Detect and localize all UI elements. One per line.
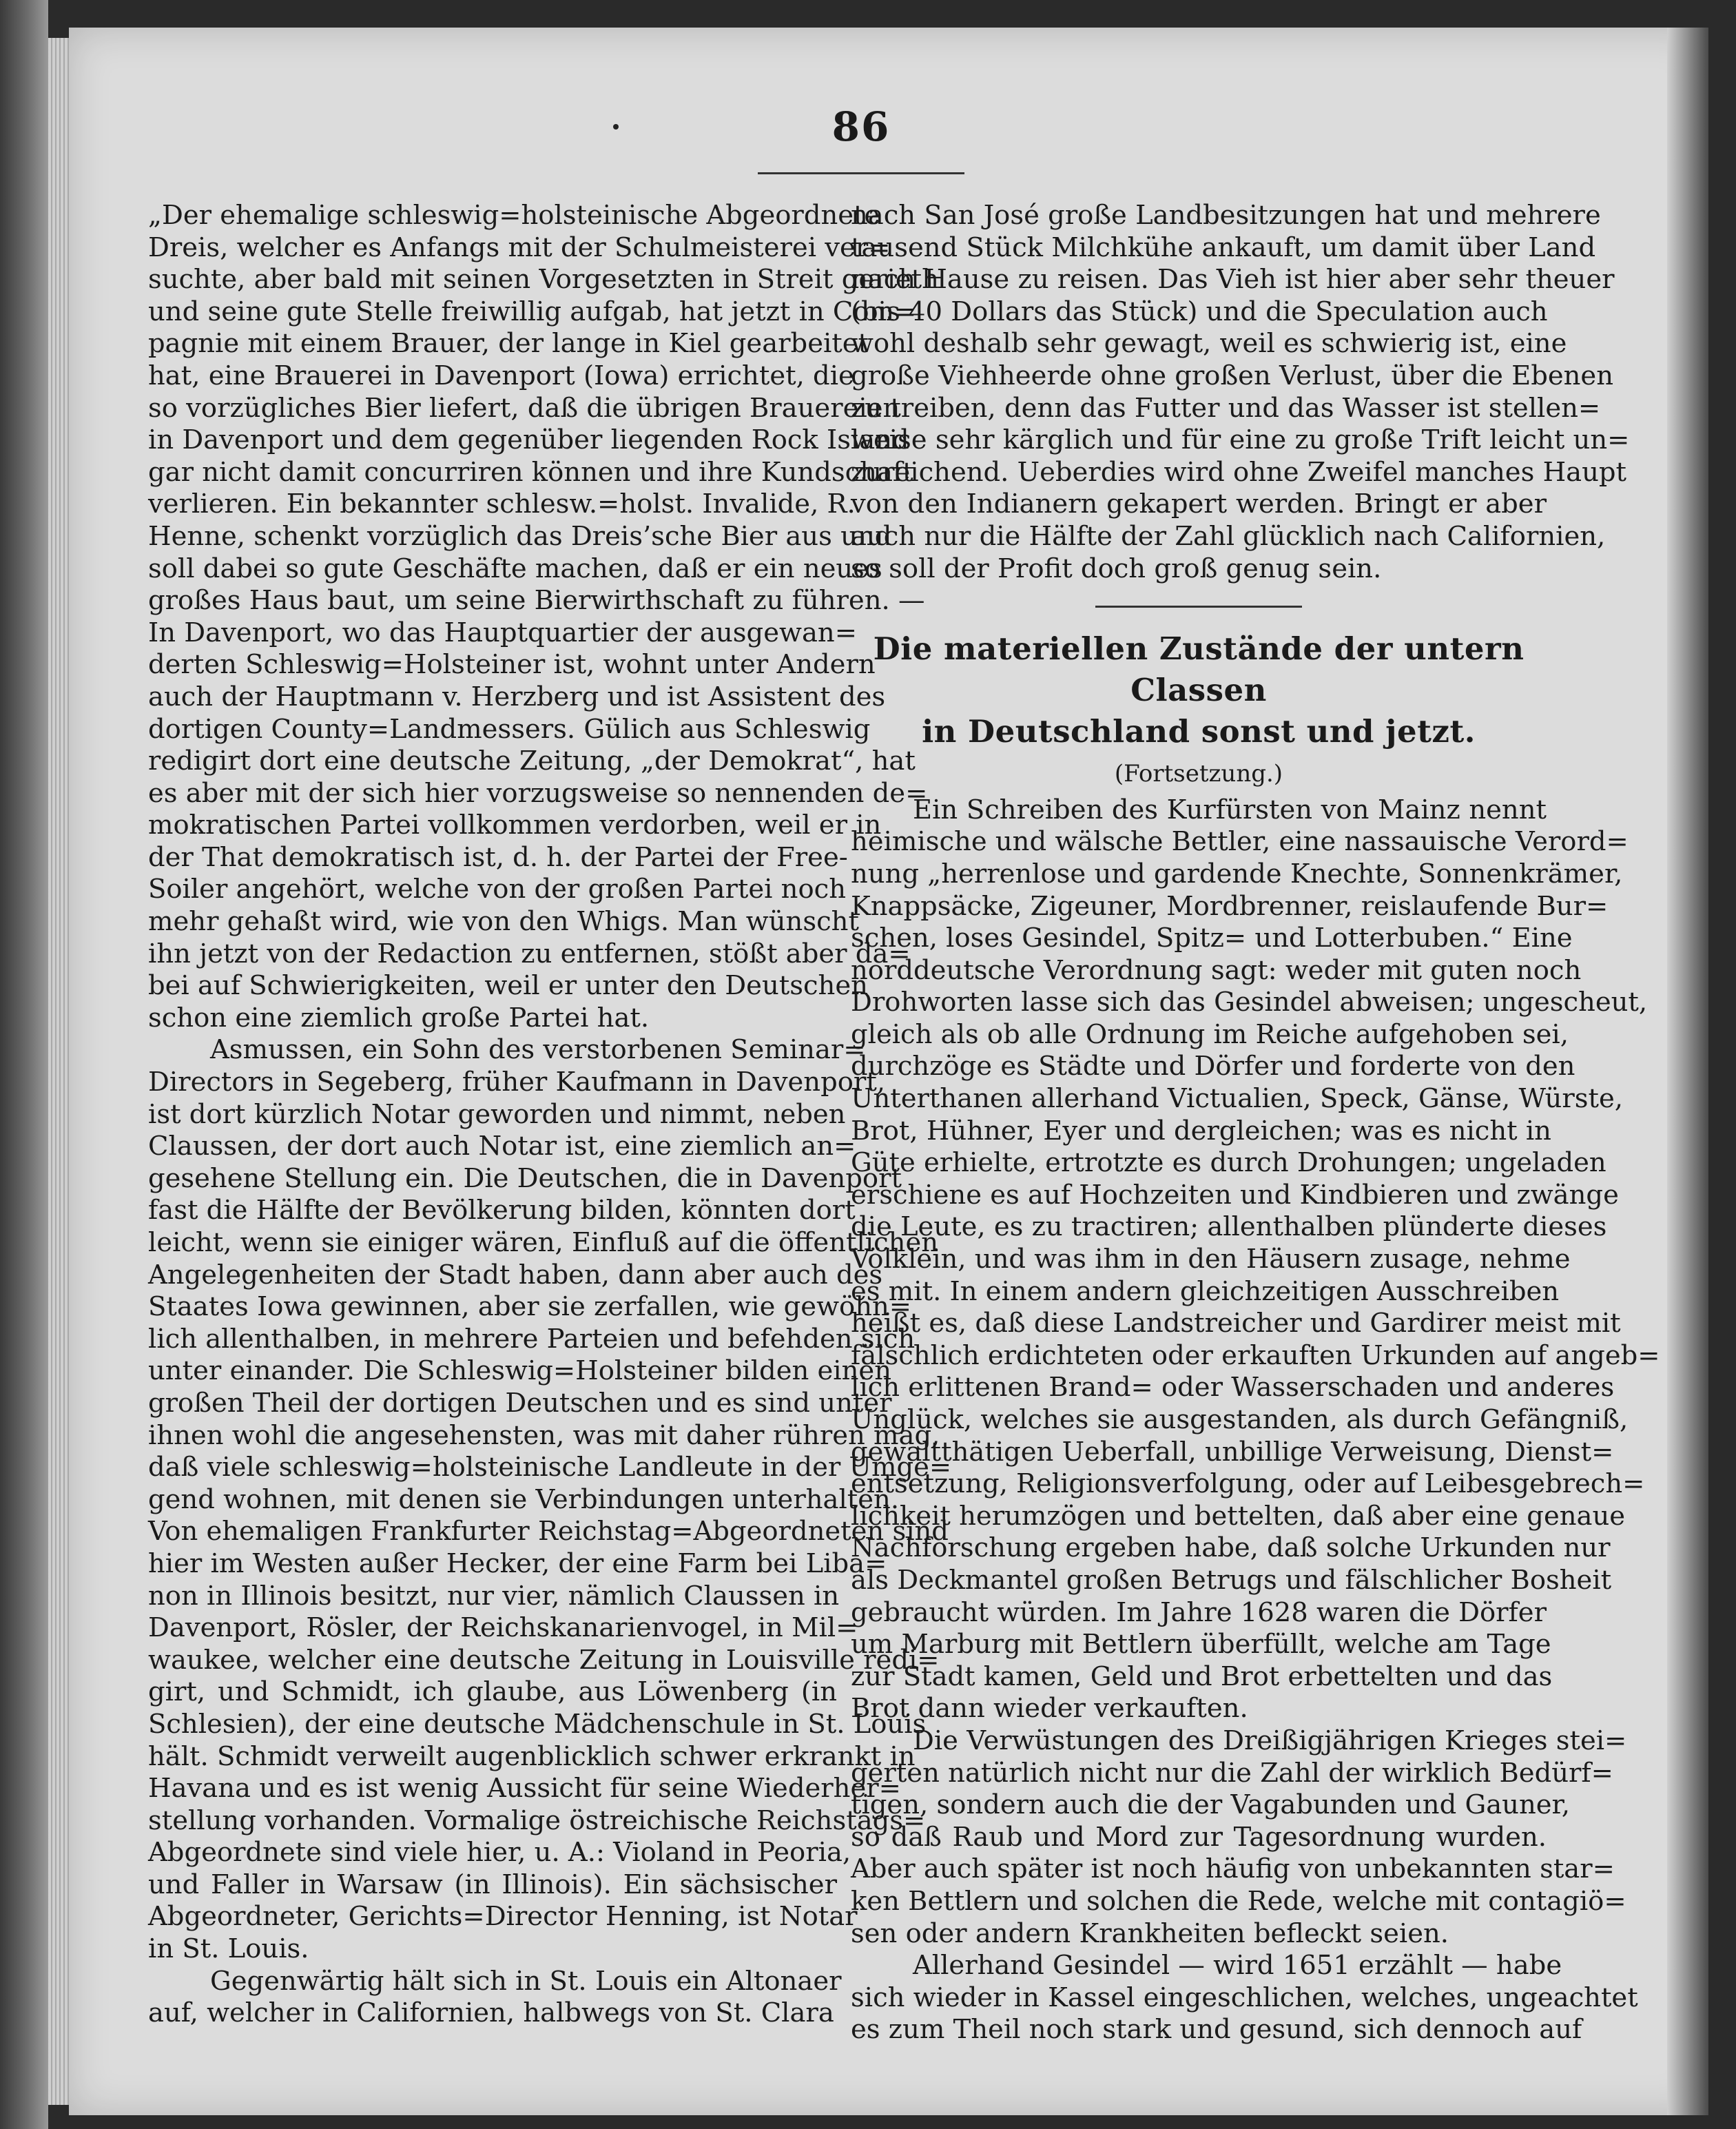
text-line: Staates Iowa gewinnen, aber sie zerfallen, wie gewöhn=: [148, 1291, 912, 1323]
text-line: große Viehheerde ohne großen Verlust, über die Ebenen: [851, 360, 1614, 391]
text-line: Brot, Hühner, Eyer und dergleichen; was es nicht in: [851, 1115, 1551, 1146]
text-line: Die Verwüstungen des Dreißigjährigen Krieges stei=: [913, 1725, 1627, 1756]
text-line: gar nicht damit concurriren können und ihre Kundschaft: [148, 456, 913, 488]
text-line: nung „herrenlose und gardende Knechte, Sonnenkrämer,: [851, 858, 1623, 889]
text-line: Unglück, welches sie ausgestanden, als durch Gefängniß,: [851, 1404, 1629, 1435]
text-line: gend wohnen, mit denen sie Verbindungen unterhalten.: [148, 1483, 900, 1515]
text-line: heimische und wälsche Bettler, eine nassauische Verord=: [851, 826, 1629, 858]
text-line: Drohworten lasse sich das Gesindel abweisen; ungescheut,: [851, 987, 1648, 1018]
text-line: um Marburg mit Bettlern überfüllt, welche am Tage: [851, 1629, 1551, 1660]
text-line: fast die Hälfte der Bevölkerung bilden, könnten dort: [148, 1195, 856, 1226]
text-line: weise sehr kärglich und für eine zu große Trift leicht un=: [851, 424, 1630, 456]
section-divider: [1095, 606, 1302, 608]
text-line: hat, eine Brauerei in Davenport (Iowa) errichtet, die: [148, 360, 854, 391]
text-line: entsetzung, Religionsverfolgung, oder auf Leibesgebrech=: [851, 1468, 1645, 1500]
text-line: schon eine ziemlich große Partei hat.: [148, 1002, 650, 1033]
right-column: [851, 200, 1660, 2046]
text-line: sich wieder in Kassel eingeschlichen, welches, ungeachtet: [851, 1982, 1638, 2013]
text-line: leicht, wenn sie einiger wären, Einfluß auf die öffentlichen: [148, 1227, 939, 1258]
text-line: hier im Westen außer Hecker, der eine Farm bei Liba=: [148, 1547, 887, 1579]
article-title-line-1: Die materiellen Zustände der untern Classen: [873, 630, 1525, 709]
text-line: es aber mit der sich hier vorzugsweise so nennenden de=: [148, 777, 928, 809]
text-line: die Leute, es zu tractiren; allenthalben plünderte dieses: [851, 1211, 1607, 1243]
text-line: Knappsäcke, Zigeuner, Mordbrenner, reislaufende Bur=: [851, 890, 1609, 922]
text-line: auch nur die Hälfte der Zahl glücklich nach Californien,: [851, 520, 1606, 552]
text-line: Abgeordneter, Gerichts=Director Henning, ist Notar: [148, 1901, 858, 1933]
text-line: girt, und Schmidt, ich glaube, aus Löwenberg (in: [148, 1676, 837, 1708]
text-line: nach Hause zu reisen. Das Vieh ist hier aber sehr theuer: [851, 264, 1615, 296]
text-line: suchte, aber bald mit seinen Vorgesetzten in Streit gerieth: [148, 264, 939, 296]
text-line: erschiene es auf Hochzeiten und Kindbieren und zwänge: [851, 1179, 1619, 1211]
text-line: großes Haus baut, um seine Bierwirthschaft zu führen. —: [148, 585, 925, 617]
text-line: ist dort kürzlich Notar geworden und nimmt, neben: [148, 1098, 846, 1130]
article-title: [851, 628, 1547, 752]
text-line: in St. Louis.: [148, 1933, 309, 1965]
scan-background-left: [0, 0, 48, 2129]
paragraph: [851, 1950, 1638, 2046]
text-line: und seine gute Stelle freiwillig aufgab, hat jetzt in Com=: [148, 296, 917, 327]
text-line: norddeutsche Verordnung sagt: weder mit guten noch: [851, 954, 1582, 986]
text-line: zur Stadt kamen, Geld und Brot erbettelten und das: [851, 1660, 1553, 1692]
text-line: von den Indianern gekapert werden. Bringt er aber: [851, 488, 1547, 520]
paragraph: [851, 200, 1630, 585]
text-line: pagnie mit einem Brauer, der lange in Kiel gearbeitet: [148, 328, 869, 360]
text-line: auch der Hauptmann v. Herzberg und ist Assistent des: [148, 681, 886, 712]
text-line: schen, loses Gesindel, Spitz= und Lotterbuben.“ Eine: [851, 923, 1573, 954]
text-line: auf, welcher in Californien, halbwegs von St. Clara: [148, 1997, 834, 2029]
text-line: ihn jetzt von der Redaction zu entfernen, stößt aber da=: [148, 938, 911, 969]
text-line: Havana und es ist wenig Aussicht für seine Wiederher=: [148, 1773, 901, 1804]
text-line: lichkeit herumzögen und bettelten, daß aber eine genaue: [851, 1500, 1626, 1532]
book-spine-shadow: [1667, 28, 1708, 2115]
text-line: Unterthanen allerhand Victualien, Speck, Gänse, Würste,: [851, 1083, 1623, 1115]
text-line: fälschlich erdichteten oder erkauften Urkunden auf angeb=: [851, 1339, 1660, 1371]
text-line: tausend Stück Milchkühe ankauft, um damit über Land: [851, 232, 1596, 263]
text-line: stellung vorhanden. Vormalige östreichische Reichstags=: [148, 1804, 926, 1836]
text-line: hält. Schmidt verweilt augenblicklich schwer erkrankt in: [148, 1740, 916, 1772]
text-line: Gegenwärtig hält sich in St. Louis ein Altonaer: [210, 1965, 842, 1997]
text-line: es zum Theil noch stark und gesund, sich dennoch auf: [851, 2014, 1582, 2046]
text-line: mokratischen Partei vollkommen verdorben, weil er in: [148, 810, 882, 841]
text-line: Ein Schreiben des Kurfürsten von Mainz nennt: [913, 794, 1547, 825]
header-rule: [758, 172, 964, 174]
text-line: der That demokratisch ist, d. h. der Partei der Free-: [148, 841, 848, 873]
text-line: verlieren. Ein bekannter schlesw.=holst. Invalide, R.: [148, 488, 856, 520]
text-line: daß viele schleswig=holsteinische Landleute in der Umge=: [148, 1452, 952, 1483]
text-line: Davenport, Rösler, der Reichskanarienvogel, in Mil=: [148, 1612, 858, 1644]
text-line: wohl deshalb sehr gewagt, weil es schwierig ist, eine: [851, 328, 1567, 360]
text-line: „Der ehemalige schleswig=holsteinische Abgeordnete: [148, 200, 880, 231]
text-line: nach San José große Landbesitzungen hat und mehrere: [851, 200, 1601, 231]
text-line: lich erlittenen Brand= oder Wasserschaden und anderes: [851, 1372, 1615, 1403]
text-line: als Deckmantel großen Betrugs und fälschlicher Bosheit: [851, 1564, 1612, 1596]
text-line: heißt es, daß diese Landstreicher und Gardirer meist mit: [851, 1308, 1621, 1339]
text-line: soll dabei so gute Geschäfte machen, daß er ein neues: [148, 553, 882, 584]
text-line: gebraucht würden. Im Jahre 1628 waren die Dörfer: [851, 1596, 1547, 1628]
article-body: [851, 794, 1660, 2046]
text-line: Soiler angehört, welche von der großen Partei noch: [148, 874, 847, 905]
text-line: in Davenport und dem gegenüber liegenden Rock Island: [148, 424, 909, 456]
text-line: zureichend. Ueberdies wird ohne Zweifel manches Haupt: [851, 456, 1627, 488]
page-number: 86: [831, 103, 891, 150]
paragraph: [148, 1034, 952, 1965]
text-line: gerten natürlich nicht nur die Zahl der wirklich Bedürf=: [851, 1757, 1613, 1789]
text-line: unter einander. Die Schleswig=Holsteiner bilden einen: [148, 1355, 891, 1387]
text-line: non in Illinois besitzt, nur vier, nämlich Claussen in: [148, 1580, 840, 1612]
text-line: gleich als ob alle Ordnung im Reiche aufgehoben sei,: [851, 1018, 1569, 1050]
text-line: Asmussen, ein Sohn des verstorbenen Seminar=: [210, 1034, 866, 1066]
text-line: Von ehemaligen Frankfurter Reichstag=Abgeordneten sind: [148, 1516, 949, 1547]
text-line: ken Bettlern und solchen die Rede, welche mit contagiö=: [851, 1885, 1626, 1917]
text-line: gewaltthätigen Ueberfall, unbillige Verweisung, Dienst=: [851, 1436, 1614, 1468]
article-title-line-2: in Deutschland sonst und jetzt.: [922, 713, 1476, 750]
text-line: Völklein, und was ihm in den Häusern zusage, nehme: [851, 1244, 1571, 1275]
text-line: Brot dann wieder verkauften.: [851, 1693, 1248, 1725]
text-line: so daß Raub und Mord zur Tagesordnung wurden.: [851, 1821, 1547, 1853]
text-line: Aber auch später ist noch häufig von unbekannten star=: [851, 1853, 1615, 1885]
text-line: und Faller in Warsaw (in Illinois). Ein sächsischer: [148, 1869, 837, 1900]
text-line: Dreis, welcher es Anfangs mit der Schulmeisterei ver=: [148, 232, 891, 263]
text-line: so soll der Profit doch groß genug sein.: [851, 553, 1382, 584]
text-line: Claussen, der dort auch Notar ist, eine ziemlich an=: [148, 1131, 856, 1162]
text-line: Schlesien), der eine deutsche Mädchenschule in St. Louis: [148, 1708, 927, 1740]
paragraph: [851, 1725, 1627, 1950]
text-line: so vorzügliches Bier liefert, daß die übrigen Brauereien: [148, 392, 900, 424]
text-line: großen Theil der dortigen Deutschen und es sind unter: [148, 1387, 892, 1419]
text-line: Allerhand Gesindel — wird 1651 erzählt — habe: [913, 1950, 1562, 1982]
left-column: [148, 200, 952, 2030]
text-line: zu treiben, denn das Futter und das Wasser ist stellen=: [851, 392, 1601, 424]
text-line: In Davenport, wo das Hauptquartier der ausgewan=: [148, 617, 857, 648]
text-line: derten Schleswig=Holsteiner ist, wohnt unter Andern: [148, 649, 876, 681]
text-line: sen oder andern Krankheiten befleckt seien.: [851, 1917, 1449, 1949]
text-line: Henne, schenkt vorzüglich das Dreis’sche Bier aus und: [148, 520, 892, 552]
text-line: Nachforschung ergeben habe, daß solche Urkunden nur: [851, 1532, 1611, 1564]
text-line: ihnen wohl die angesehensten, was mit daher rühren mag,: [148, 1419, 940, 1451]
text-line: es mit. In einem andern gleichzeitigen Ausschreiben: [851, 1275, 1560, 1307]
text-line: Angelegenheiten der Stadt haben, dann aber auch des: [148, 1259, 883, 1290]
text-line: (bis 40 Dollars das Stück) und die Speculation auch: [851, 296, 1548, 327]
paragraph: [851, 794, 1660, 1725]
text-line: durchzöge es Städte und Dörfer und forderte von den: [851, 1051, 1575, 1082]
text-line: Abgeordnete sind viele hier, u. A.: Violand in Peoria,: [148, 1837, 851, 1869]
text-line: bei auf Schwierigkeiten, weil er unter den Deutschen: [148, 970, 868, 1002]
text-line: redigirt dort eine deutsche Zeitung, „der Demokrat“, hat: [148, 745, 916, 777]
paragraph: [148, 200, 939, 1034]
text-line: lich allenthalben, in mehrere Parteien und befehden sich: [148, 1323, 916, 1355]
text-line: gesehene Stellung ein. Die Deutschen, die in Davenport: [148, 1162, 902, 1194]
ink-speck: [613, 124, 619, 130]
text-line: waukee, welcher eine deutsche Zeitung in Louisville redi=: [148, 1644, 940, 1676]
continued-paragraph: [851, 200, 1630, 585]
text-line: mehr gehaßt wird, wie von den Whigs. Man wünscht: [148, 906, 859, 938]
article-subtitle: (Fortsetzung.): [1114, 760, 1283, 788]
paragraph: [148, 1965, 842, 2030]
text-line: Directors in Segeberg, früher Kaufmann in Davenport,: [148, 1067, 886, 1098]
text-line: tigen, sondern auch die der Vagabunden und Gauner,: [851, 1789, 1570, 1821]
text-line: Güte erhielte, ertrotzte es durch Drohungen; ungeladen: [851, 1147, 1606, 1179]
text-line: dortigen County=Landmessers. Gülich aus Schleswig: [148, 713, 871, 745]
